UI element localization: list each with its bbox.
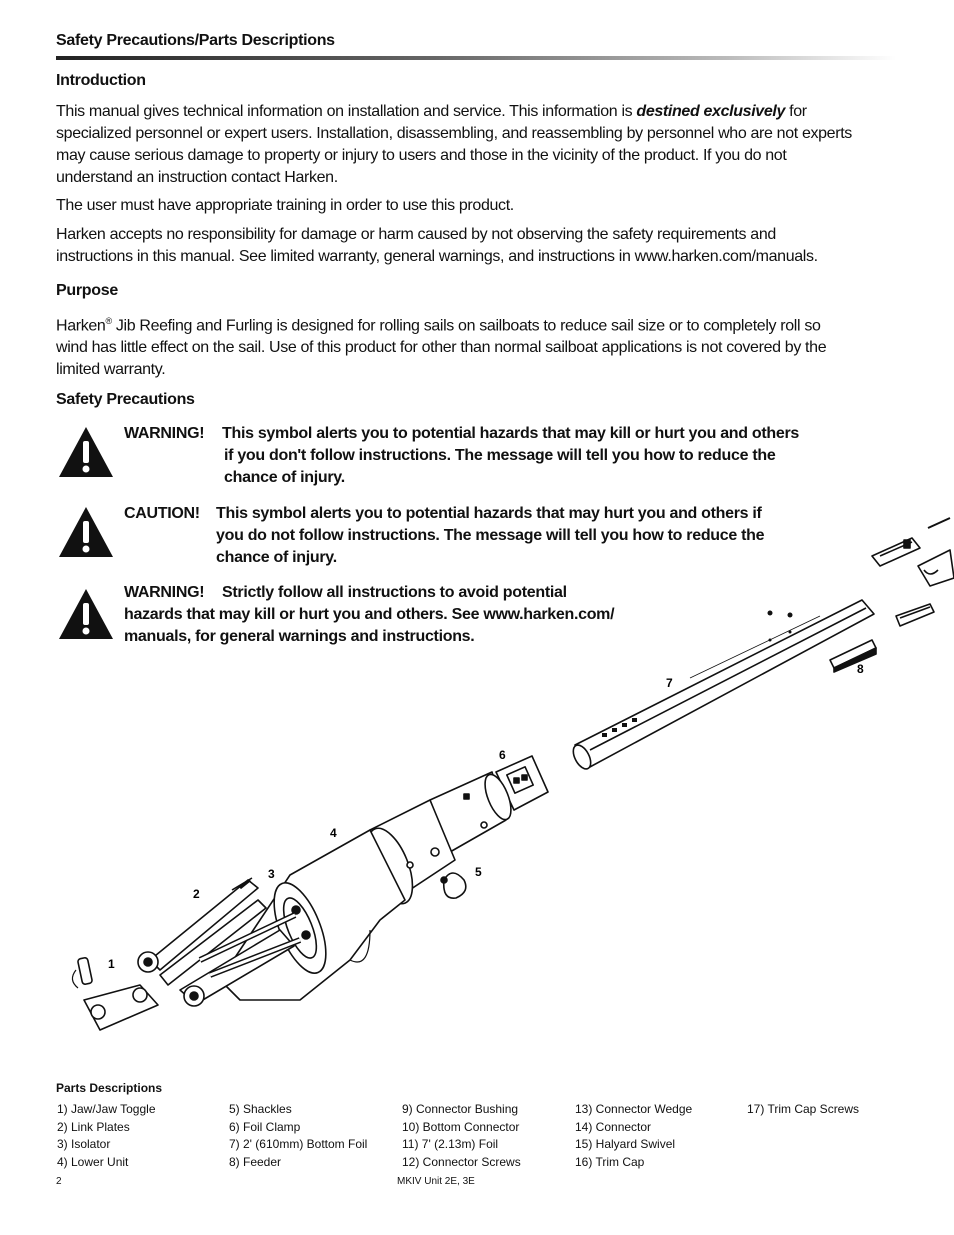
part-item: 10) Bottom Connector [402,1119,520,1134]
caution-line: chance of injury. [216,549,337,566]
part-item: 4) Lower Unit [57,1154,129,1169]
parts-column-1 [57,1101,156,1171]
warning-triangle-icon [58,426,114,478]
purpose-text: Jib Reefing and Furling is designed for rolling sails on sailboats to reduce sail size or to completely roll so wind has little effect on the sail. Use of this product for other than normal sailboat applications is not covered by the limited warranty. [56,317,827,379]
part-item: 16) Trim Cap [575,1154,645,1169]
section-title: Safety Precautions/Parts Descriptions [56,32,335,49]
intro-emphasis: destined exclusively [636,103,786,120]
introduction-paragraph-3: Harken accepts no responsibility for damage or harm caused by not observing the safety requirements and instructions in this manual. See limited warranty, general warnings, and instructions in www.harken.com/manuals. [56,226,818,265]
intro-text-before: This manual gives technical information on installation and service. This information is [56,103,637,120]
safety-heading: Safety Precautions [56,391,195,408]
parts-column-4 [575,1101,692,1171]
document-code: MKIV Unit 2E, 3E [397,1176,475,1187]
warning-line: hazards that may kill or hurt you and others. See www.harken.com/ [124,606,615,623]
page-number: 2 [56,1176,62,1187]
title-rule [56,56,896,60]
registered-mark: ® [105,316,112,326]
part-item: 14) Connector [575,1119,652,1134]
caution-line: This symbol alerts you to potential hazards that may hurt you and others if [216,505,762,522]
warning-line: This symbol alerts you to potential hazards that may kill or hurt you and others [222,425,799,442]
parts-column-5 [747,1101,859,1119]
parts-descriptions-heading: Parts Descriptions [56,1081,163,1095]
warning-label: WARNING! [124,584,205,601]
callout-6: 6 [499,748,506,762]
callout-4: 4 [330,826,337,840]
callout-1: 1 [108,957,115,971]
purpose-paragraph [56,310,836,381]
callout-7: 7 [666,676,673,690]
introduction-paragraph-1 [56,101,856,189]
caution-label: CAUTION! [124,505,200,522]
parts-column-2 [229,1101,367,1171]
part-item: 13) Connector Wedge [575,1102,693,1116]
part-item: 2) Link Plates [57,1119,130,1134]
part-item: 17) Trim Cap Screws [747,1102,860,1116]
part-item: 5) Shackles [229,1102,292,1116]
callout-5: 5 [475,865,482,879]
parts-exploded-diagram [0,500,954,1040]
part-item: 7) 2' (610mm) Bottom Foil [229,1137,368,1151]
caution-line: you do not follow instructions. The message will tell you how to reduce the [216,527,765,544]
introduction-heading: Introduction [56,72,146,89]
warning-label: WARNING! [124,425,205,442]
part-item: 15) Halyard Swivel [575,1137,676,1151]
warning-line: chance of injury. [224,469,345,486]
callout-2: 2 [193,887,200,901]
part-item: 9) Connector Bushing [402,1102,519,1116]
callout-3: 3 [268,867,275,881]
part-item: 11) 7' (2.13m) Foil [402,1137,499,1151]
warning-message-1 [124,423,799,489]
part-item: 1) Jaw/Jaw Toggle [57,1102,156,1116]
callout-8: 8 [857,662,864,676]
warning-line: if you don't follow instructions. The message will tell you how to reduce the [224,447,776,464]
part-item: 8) Feeder [229,1154,282,1169]
purpose-heading: Purpose [56,282,118,299]
introduction-paragraph-2: The user must have appropriate training in order to use this product. [56,197,514,214]
warning-line: manuals, for general warnings and instructions. [124,628,475,645]
part-item: 12) Connector Screws [402,1154,521,1169]
warning-line: Strictly follow all instructions to avoid potential [222,584,567,601]
part-item: 6) Foil Clamp [229,1119,301,1134]
part-item: 3) Isolator [57,1137,111,1151]
parts-column-3 [402,1101,521,1171]
purpose-brand: Harken [56,317,106,335]
intro-text-after: for specialized personnel or expert users. Installation, disassembling, and reassembling by personnel who are not experts may cause serious damage to property or injury to users and those in the vicinity of the product. If you do not understand an instruction contact Harken. [56,103,852,186]
